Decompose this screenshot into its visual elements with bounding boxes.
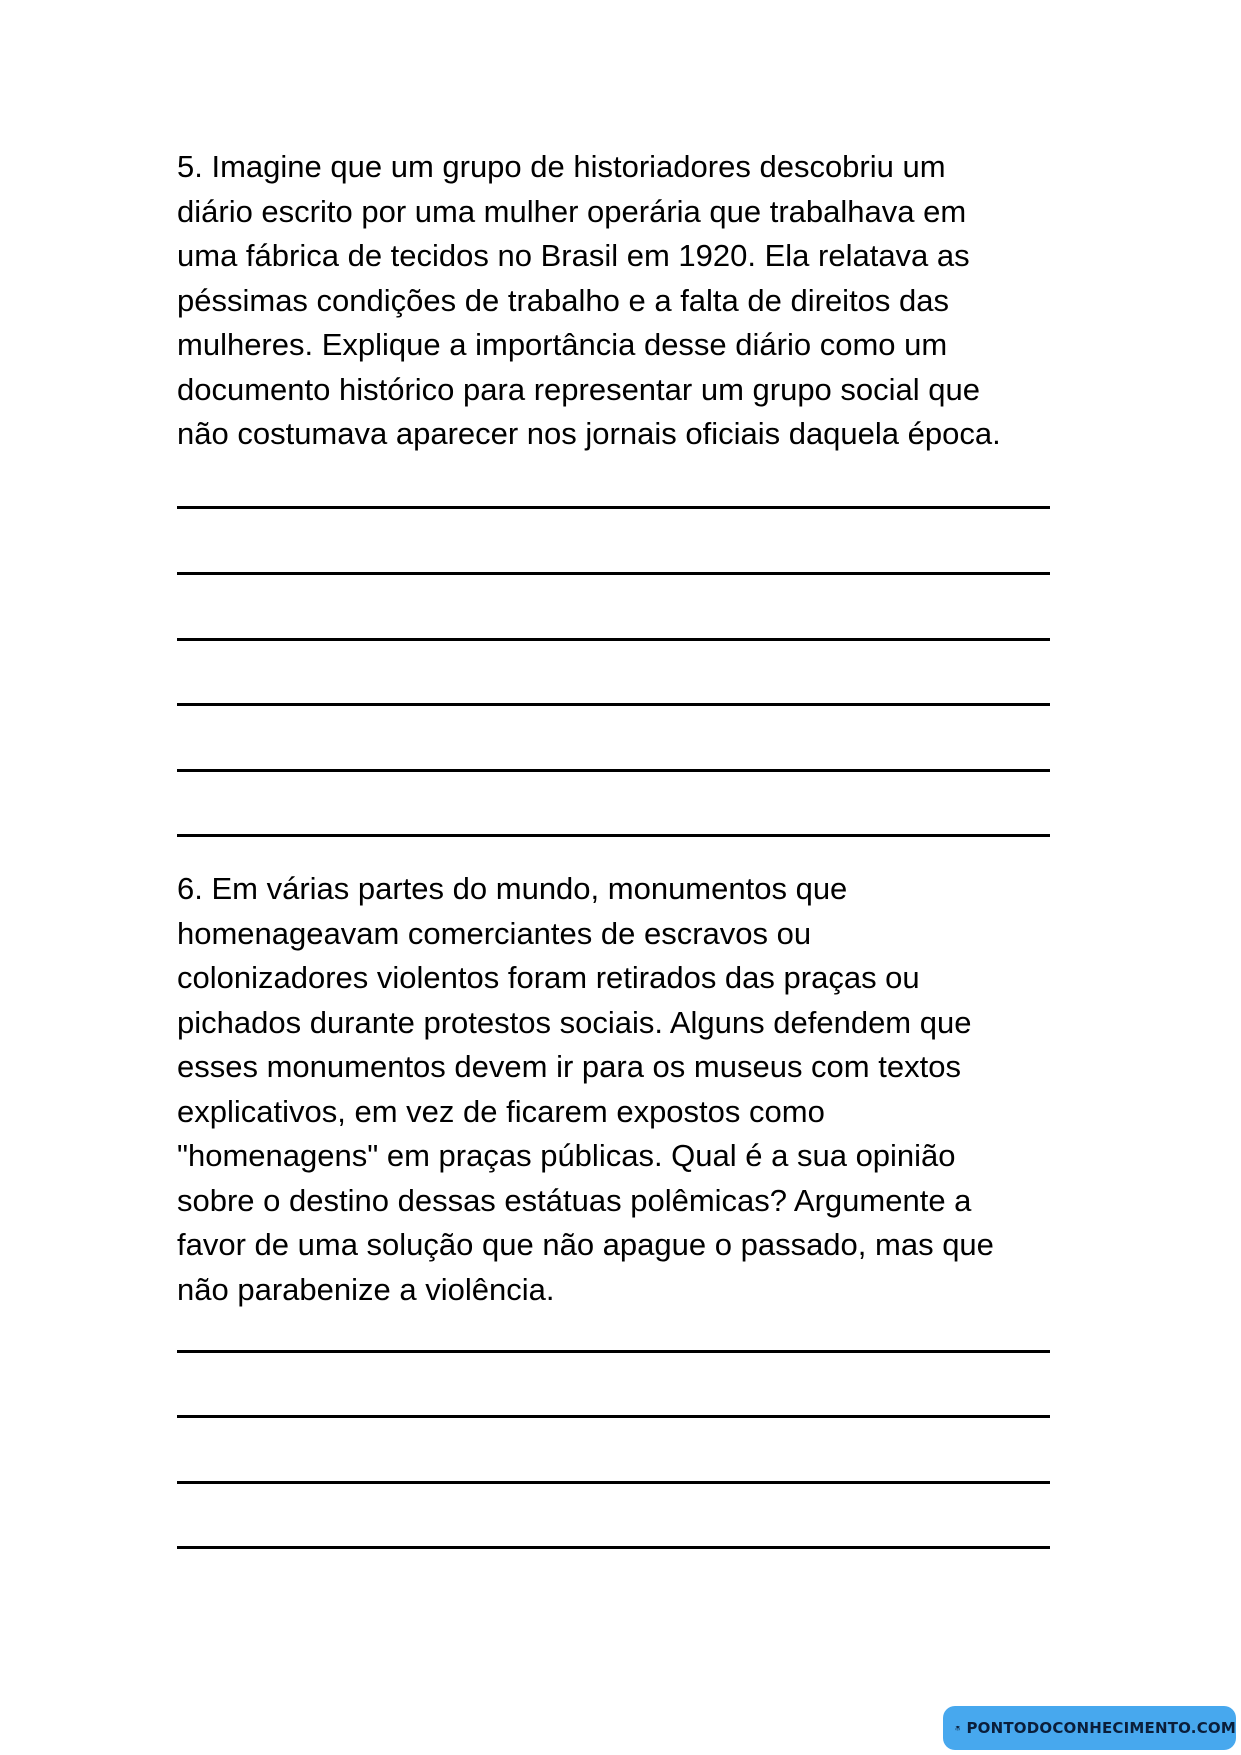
answer-line: [177, 703, 1050, 706]
graduation-book-icon: [955, 1713, 960, 1743]
question-6-text: 6. Em várias partes do mundo, monumentos que homenageavam comerciantes de escravos ou colonizadores violentos foram retirados das praças ou pichados durante protestos sociais. Alguns defendem que esses monumentos devem ir para os museus com textos explicativos, em vez de ficarem expostos como "homenagens" em praças públicas. Qual é a sua opinião sobre o destino dessas estátuas polêmicas? Argumente a favor de uma solução que não apague o passado, mas que não parabenize a violência.: [177, 871, 994, 1307]
answer-line: [177, 506, 1050, 509]
site-url[interactable]: PONTODOCONHECIMENTO.COM: [966, 1719, 1236, 1737]
answer-line: [177, 769, 1050, 772]
answer-line: [177, 1481, 1050, 1484]
answer-line: [177, 572, 1050, 575]
answer-line: [177, 834, 1050, 837]
site-badge[interactable]: [943, 1706, 1236, 1750]
answer-line: [177, 638, 1050, 641]
answer-line: [177, 1415, 1050, 1418]
question-5-text: 5. Imagine que um grupo de historiadores descobriu um diário escrito por uma mulher operária que trabalhava em uma fábrica de tecidos no Brasil em 1920. Ela relatava as péssimas condições de trabalho e a falta de direitos das mulheres. Explique a importância desse diário como um documento histórico para representar um grupo social que não costumava aparecer nos jornais oficiais daquela época.: [177, 149, 1001, 451]
answer-line: [177, 1546, 1050, 1549]
answer-line: [177, 1350, 1050, 1353]
